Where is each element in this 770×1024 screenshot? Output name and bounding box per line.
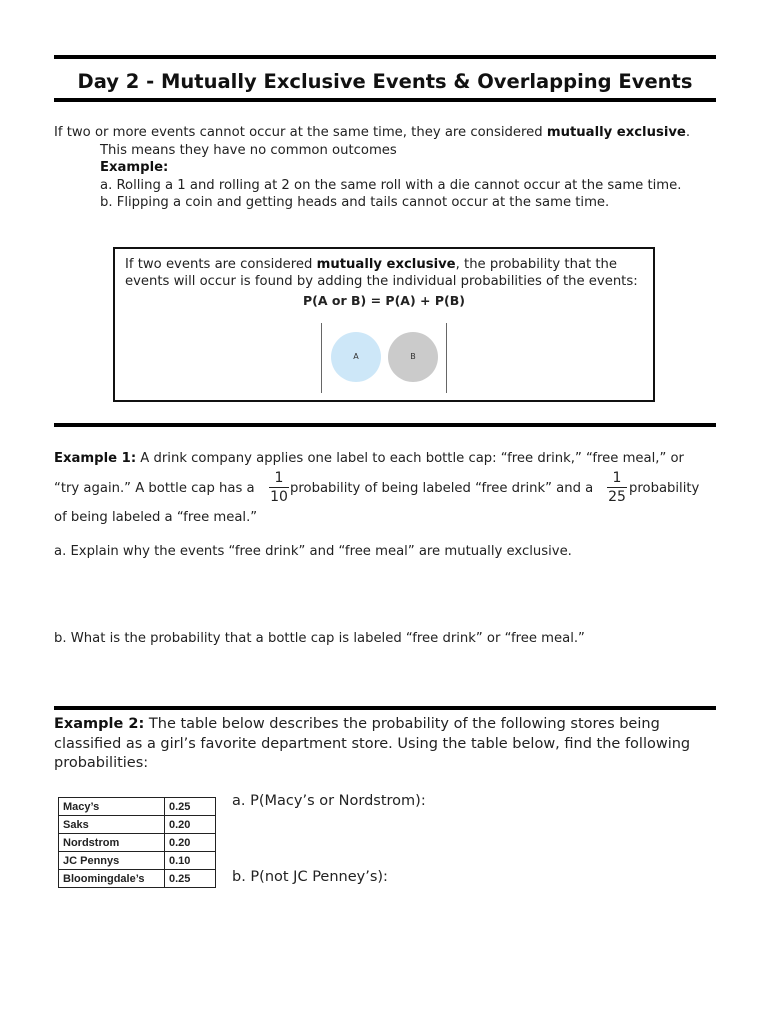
intro-period: . [685, 125, 691, 140]
intro-example-b: b. Flipping a coin and getting heads and tails cannot occur at the same time. [100, 195, 610, 210]
fraction-bar [269, 487, 289, 488]
table-row [59, 816, 216, 834]
fraction-denominator: 10 [270, 489, 288, 505]
venn-circle-a: A [331, 332, 381, 382]
table-row [59, 852, 216, 870]
example1-text: A drink company applies one label to each bottle cap: “free drink,” “free meal,” or [136, 451, 684, 466]
store-name: Nordstrom [59, 834, 165, 852]
intro-definition [54, 125, 690, 140]
store-name: Macy’s [59, 798, 165, 816]
example1-question-a: a. Explain why the events “free drink” and “free meal” are mutually exclusive. [54, 544, 572, 559]
rule-box [113, 247, 655, 402]
fraction-denominator: 25 [608, 489, 626, 505]
example1-line2-end: probability [629, 481, 700, 496]
store-probability: 0.25 [165, 798, 216, 816]
example1-line2-start: “try again.” A bottle cap has a [54, 481, 255, 496]
section-rule-2 [54, 706, 716, 710]
store-probability: 0.20 [165, 816, 216, 834]
rule-box-line-2: events will occur is found by adding the individual probabilities of the events: [125, 274, 638, 289]
intro-definition-text: If two or more events cannot occur at the same time, they are considered [54, 125, 547, 140]
example1-line3: of being labeled a “free meal.” [54, 510, 258, 525]
store-probability: 0.20 [165, 834, 216, 852]
title-bottom-rule [54, 98, 716, 102]
fraction-bar [607, 487, 627, 488]
intro-common-outcomes: This means they have no common outcomes [100, 143, 397, 158]
intro-example-label: Example: [100, 160, 169, 175]
store-name: Bloomingdale’s [59, 870, 165, 888]
example2-question-b: b. P(not JC Penney’s): [232, 869, 388, 885]
example2-label: Example 2: [54, 716, 145, 732]
venn-circle-b: B [388, 332, 438, 382]
store-probability-table [58, 797, 216, 888]
table-row [59, 870, 216, 888]
example2-intro [54, 716, 660, 732]
store-name: Saks [59, 816, 165, 834]
example1-question-b: b. What is the probability that a bottle cap is labeled “free drink” or “free meal.” [54, 631, 585, 646]
fraction-one-tenth [269, 470, 289, 505]
store-probability: 0.10 [165, 852, 216, 870]
example2-question-a: a. P(Macy’s or Nordstrom): [232, 793, 426, 809]
addition-formula: P(A or B) = P(A) + P(B) [303, 293, 465, 308]
fraction-one-twentyfifth [607, 470, 627, 505]
page-title: Day 2 - Mutually Exclusive Events & Overlapping Events [77, 70, 693, 93]
intro-example-a: a. Rolling a 1 and rolling at 2 on the same roll with a die cannot occur at the same time. [100, 178, 682, 193]
rule-box-text-end: , the probability that the [455, 257, 618, 272]
rule-box-text: If two events are considered [125, 257, 317, 272]
rule-box-term: mutually exclusive [316, 257, 456, 272]
intro-term: mutually exclusive [546, 125, 686, 140]
title-top-rule [54, 55, 716, 59]
store-name: JC Pennys [59, 852, 165, 870]
venn-diagram [321, 323, 447, 393]
section-rule-1 [54, 423, 716, 427]
fraction-numerator: 1 [612, 470, 622, 486]
table-row [59, 834, 216, 852]
fraction-numerator: 1 [274, 470, 284, 486]
example2-line3: probabilities: [54, 755, 149, 771]
example2-text: The table below describes the probability of the following stores being [144, 716, 660, 732]
example1-intro [54, 451, 684, 466]
store-probability: 0.25 [165, 870, 216, 888]
example1-label: Example 1: [54, 451, 137, 466]
example2-line2: classified as a girl’s favorite department store. Using the table below, find the following [54, 736, 691, 752]
rule-box-line-1 [125, 257, 617, 272]
example1-line2-middle: probability of being labeled “free drink” and a [290, 481, 594, 496]
table-row [59, 798, 216, 816]
